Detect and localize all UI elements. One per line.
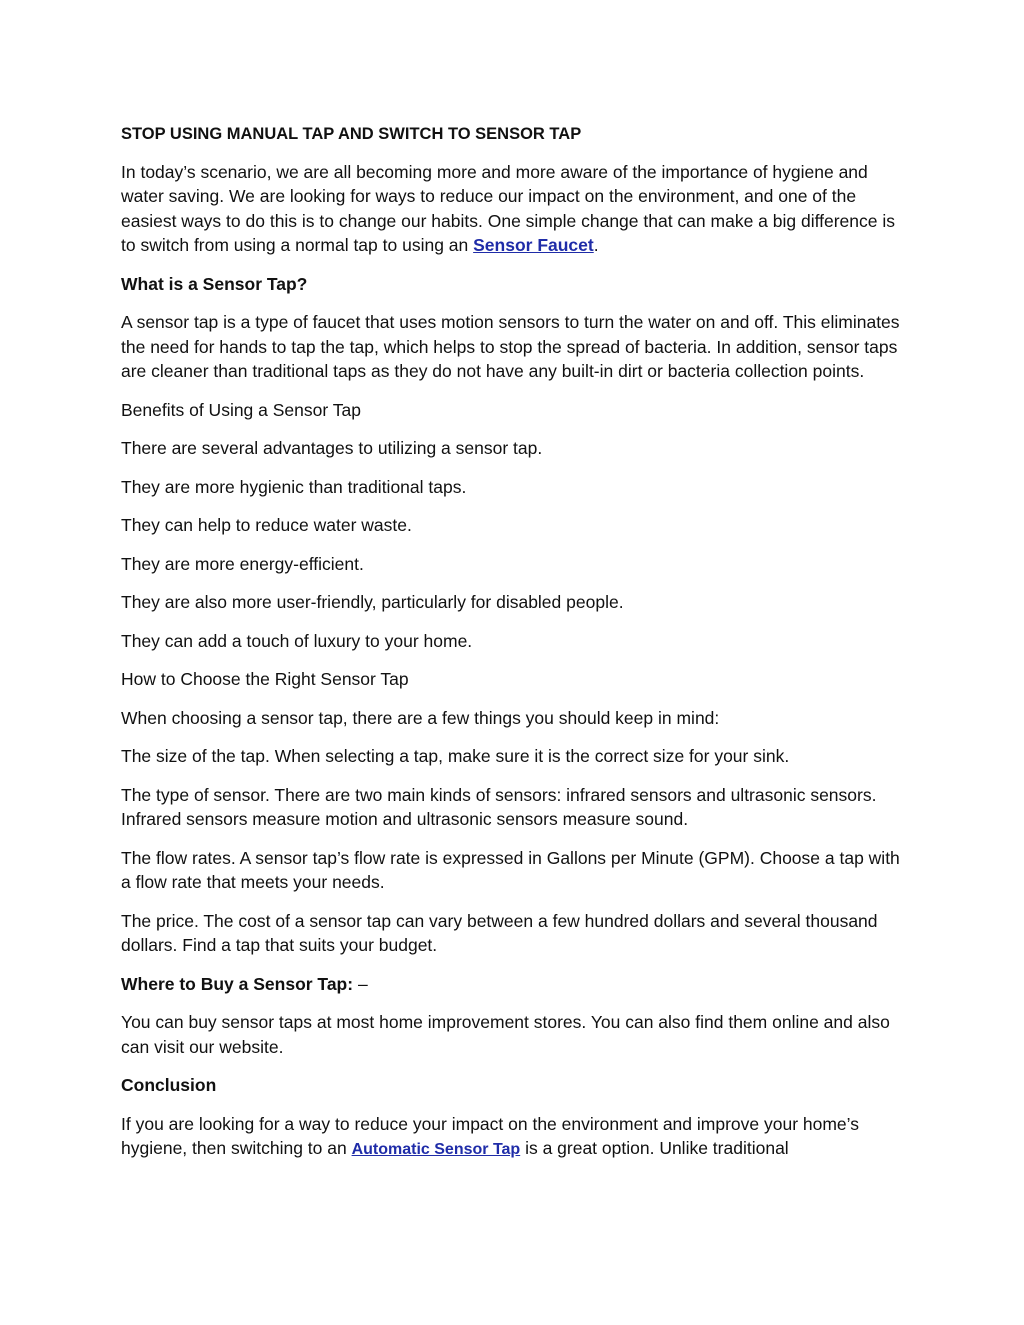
document-page	[121, 122, 911, 1177]
intro-text: In today’s scenario, we are all becoming more and more aware of the importance of hygiene and water saving. We are looking for ways to reduce our impact on the environment, and one of the easiest ways to do this is to change our habits. One simple change that can make a big difference is to switch from using a normal tap to using an	[121, 161, 896, 255]
buy-heading-line	[121, 972, 911, 997]
what-heading: What is a Sensor Tap?	[121, 273, 308, 294]
conclusion-paragraph	[121, 1112, 911, 1163]
what-paragraph: A sensor tap is a type of faucet that uses motion sensors to turn the water on and off. This eliminates the need for hands to tap the tap, which helps to stop the spread of bacteria. In addition, sensor taps are cleaner than traditional taps as they do not have any built-in dirt or bacteria collection points.	[121, 312, 900, 381]
choose-intro: When choosing a sensor tap, there are a few things you should keep in mind:	[121, 707, 720, 728]
benefits-intro: There are several advantages to utilizing a sensor tap.	[121, 438, 543, 458]
benefit-item: They are more hygienic than traditional taps.	[121, 476, 467, 497]
buy-paragraph: You can buy sensor taps at most home improvement stores. You can also find them online and also can visit our website.	[121, 1012, 890, 1057]
conclusion-text: If you are looking for a way to reduce your impact on the environment and improve your home’s hygiene, then switching to an	[121, 1113, 859, 1158]
benefit-item: They are more energy-efficient.	[121, 553, 364, 574]
choose-point: The flow rates. A sensor tap’s flow rate is expressed in Gallons per Minute (GPM). Choose a tap with a flow rate that meets your needs.	[121, 847, 900, 892]
choose-point: The type of sensor. There are two main kinds of sensors: infrared sensors and ultrasonic sensors. Infrared sensors measure motion and ultrasonic sensors measure sound.	[121, 784, 877, 829]
buy-heading: Where to Buy a Sensor Tap:	[121, 973, 354, 994]
sensor-faucet-link[interactable]: Sensor Faucet	[473, 235, 594, 255]
conclusion-text-end: is a great option. Unlike traditional	[520, 1138, 789, 1158]
automatic-sensor-tap-link[interactable]: Automatic Sensor Tap	[351, 1141, 521, 1158]
benefit-item: They can add a touch of luxury to your home.	[121, 630, 473, 651]
choose-point: The price. The cost of a sensor tap can vary between a few hundred dollars and several thousand dollars. Find a tap that suits your budget.	[121, 910, 878, 955]
intro-paragraph	[121, 160, 911, 258]
intro-text-end: .	[593, 235, 599, 255]
choose-point: The size of the tap. When selecting a tap, make sure it is the correct size for your sink.	[121, 746, 790, 766]
benefit-item: They can help to reduce water waste.	[121, 515, 412, 535]
conclusion-heading: Conclusion	[121, 1075, 217, 1095]
document-title: STOP USING MANUAL TAP AND SWITCH TO SENSOR TAP	[121, 125, 582, 143]
choose-heading: How to Choose the Right Sensor Tap	[121, 669, 409, 689]
benefits-heading: Benefits of Using a Sensor Tap	[121, 399, 361, 420]
benefit-item: They are also more user-friendly, particularly for disabled people.	[121, 592, 624, 612]
buy-heading-dash: –	[353, 973, 368, 994]
